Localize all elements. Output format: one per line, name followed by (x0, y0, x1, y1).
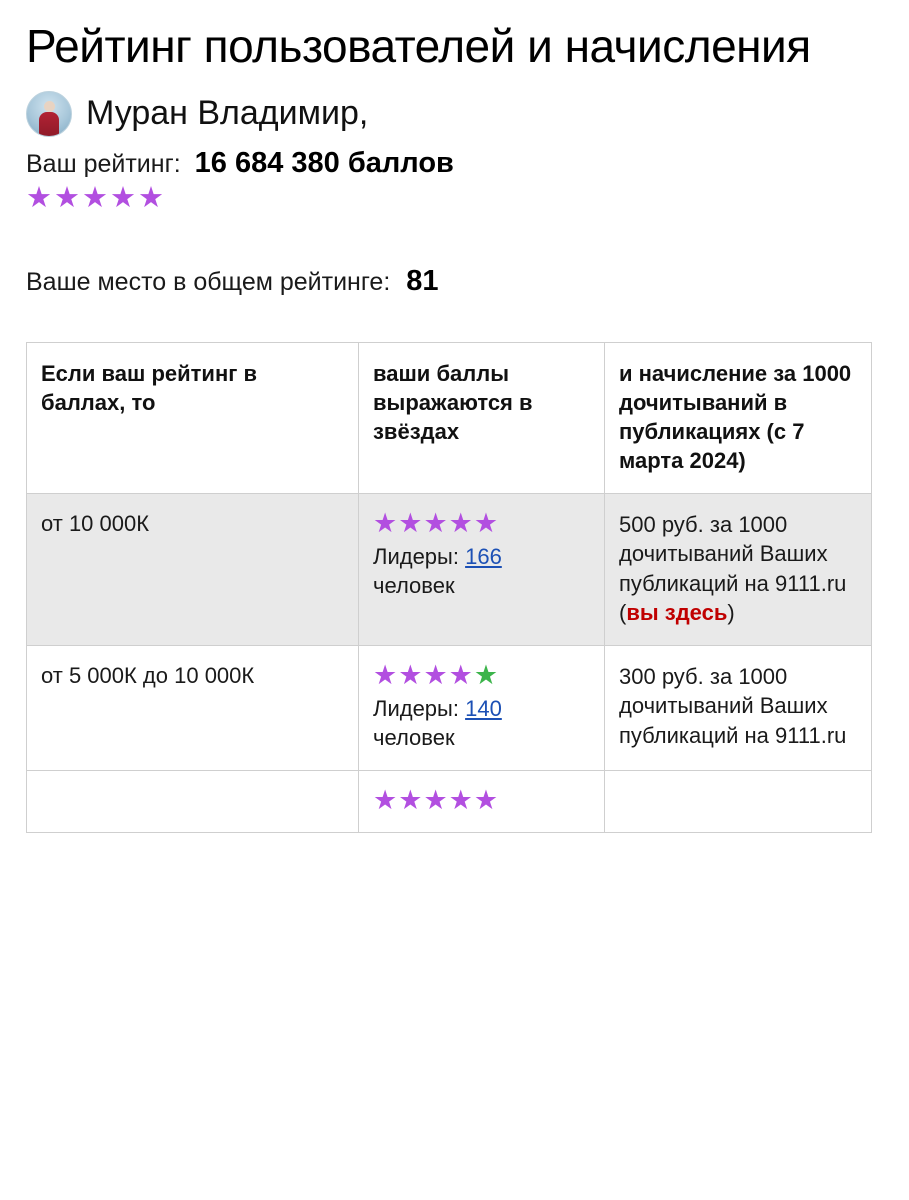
payout-text: 300 руб. за 1000 дочитываний Ваших публикаций на 9111.ru (619, 664, 847, 748)
star-icon: ★ (473, 508, 500, 539)
payout-cell (605, 646, 872, 771)
payout-text: 500 руб. за 1000 дочитываний Ваших публикаций на 9111.ru (619, 512, 847, 596)
star-icon: ★ (398, 508, 424, 539)
table-row (27, 646, 872, 771)
leaders-line (373, 543, 590, 600)
leaders-suffix: человек (373, 572, 455, 598)
star-icon: ★ (448, 508, 474, 539)
you-here-close-paren: ) (727, 599, 735, 625)
table-row (27, 771, 872, 833)
star-icon: ★ (373, 660, 399, 691)
leaders-label: Лидеры: (373, 544, 459, 570)
payout-cell (605, 771, 872, 833)
star-icon: ★ (54, 181, 82, 214)
leaders-count-link[interactable]: 166 (465, 544, 502, 570)
page-title: Рейтинг пользователей и начисления (26, 20, 811, 72)
user-stars (26, 181, 883, 214)
user-summary (26, 91, 883, 137)
place-label: Ваше место в общем рейтинге: (26, 267, 391, 296)
leaders-label: Лидеры: (373, 696, 459, 722)
place-value: 81 (406, 264, 439, 297)
you-here-open-paren: ( (619, 599, 627, 625)
stars-cell (359, 771, 605, 833)
star-icon: ★ (423, 508, 449, 539)
row-stars (373, 510, 590, 537)
row-stars (373, 662, 590, 689)
user-rating-line (26, 147, 883, 180)
stars-cell (359, 494, 605, 646)
rating-range-cell: от 10 000К (27, 494, 359, 646)
rating-value: 16 684 380 баллов (194, 146, 454, 179)
star-icon: ★ (26, 181, 54, 214)
star-icon: ★ (423, 785, 449, 816)
user-place-line (26, 265, 883, 298)
rating-label: Ваш рейтинг: (26, 149, 181, 178)
star-icon: ★ (138, 181, 166, 214)
table-header-cell: ваши баллы выражаются в звёздах (359, 342, 605, 493)
star-icon: ★ (373, 785, 399, 816)
star-icon: ★ (473, 785, 500, 816)
rating-range-cell (27, 771, 359, 833)
table-row (27, 494, 872, 646)
star-icon: ★ (110, 181, 138, 214)
table-header-cell: Если ваш рейтинг в баллах, то (27, 342, 359, 493)
rating-table (26, 342, 872, 833)
row-stars (373, 787, 590, 814)
star-icon: ★ (448, 660, 474, 691)
star-icon: ★ (82, 181, 110, 214)
star-icon: ★ (398, 660, 424, 691)
star-icon: ★ (373, 508, 399, 539)
user-avatar-icon (26, 91, 72, 137)
star-icon: ★ (398, 785, 424, 816)
stars-cell (359, 646, 605, 771)
star-icon: ★ (473, 660, 500, 691)
table-header-row (27, 342, 872, 493)
table-header-cell: и начисление за 1000 дочитываний в публикациях (с 7 марта 2024) (605, 342, 872, 493)
leaders-count-link[interactable]: 140 (465, 696, 502, 722)
leaders-line (373, 695, 590, 752)
you-here-badge: вы здесь (626, 599, 728, 625)
leaders-suffix: человек (373, 724, 455, 750)
rating-range-cell: от 5 000К до 10 000К (27, 646, 359, 771)
star-icon: ★ (448, 785, 474, 816)
star-icon: ★ (423, 660, 449, 691)
payout-cell (605, 494, 872, 646)
user-name: Муран Владимир, (86, 94, 369, 133)
